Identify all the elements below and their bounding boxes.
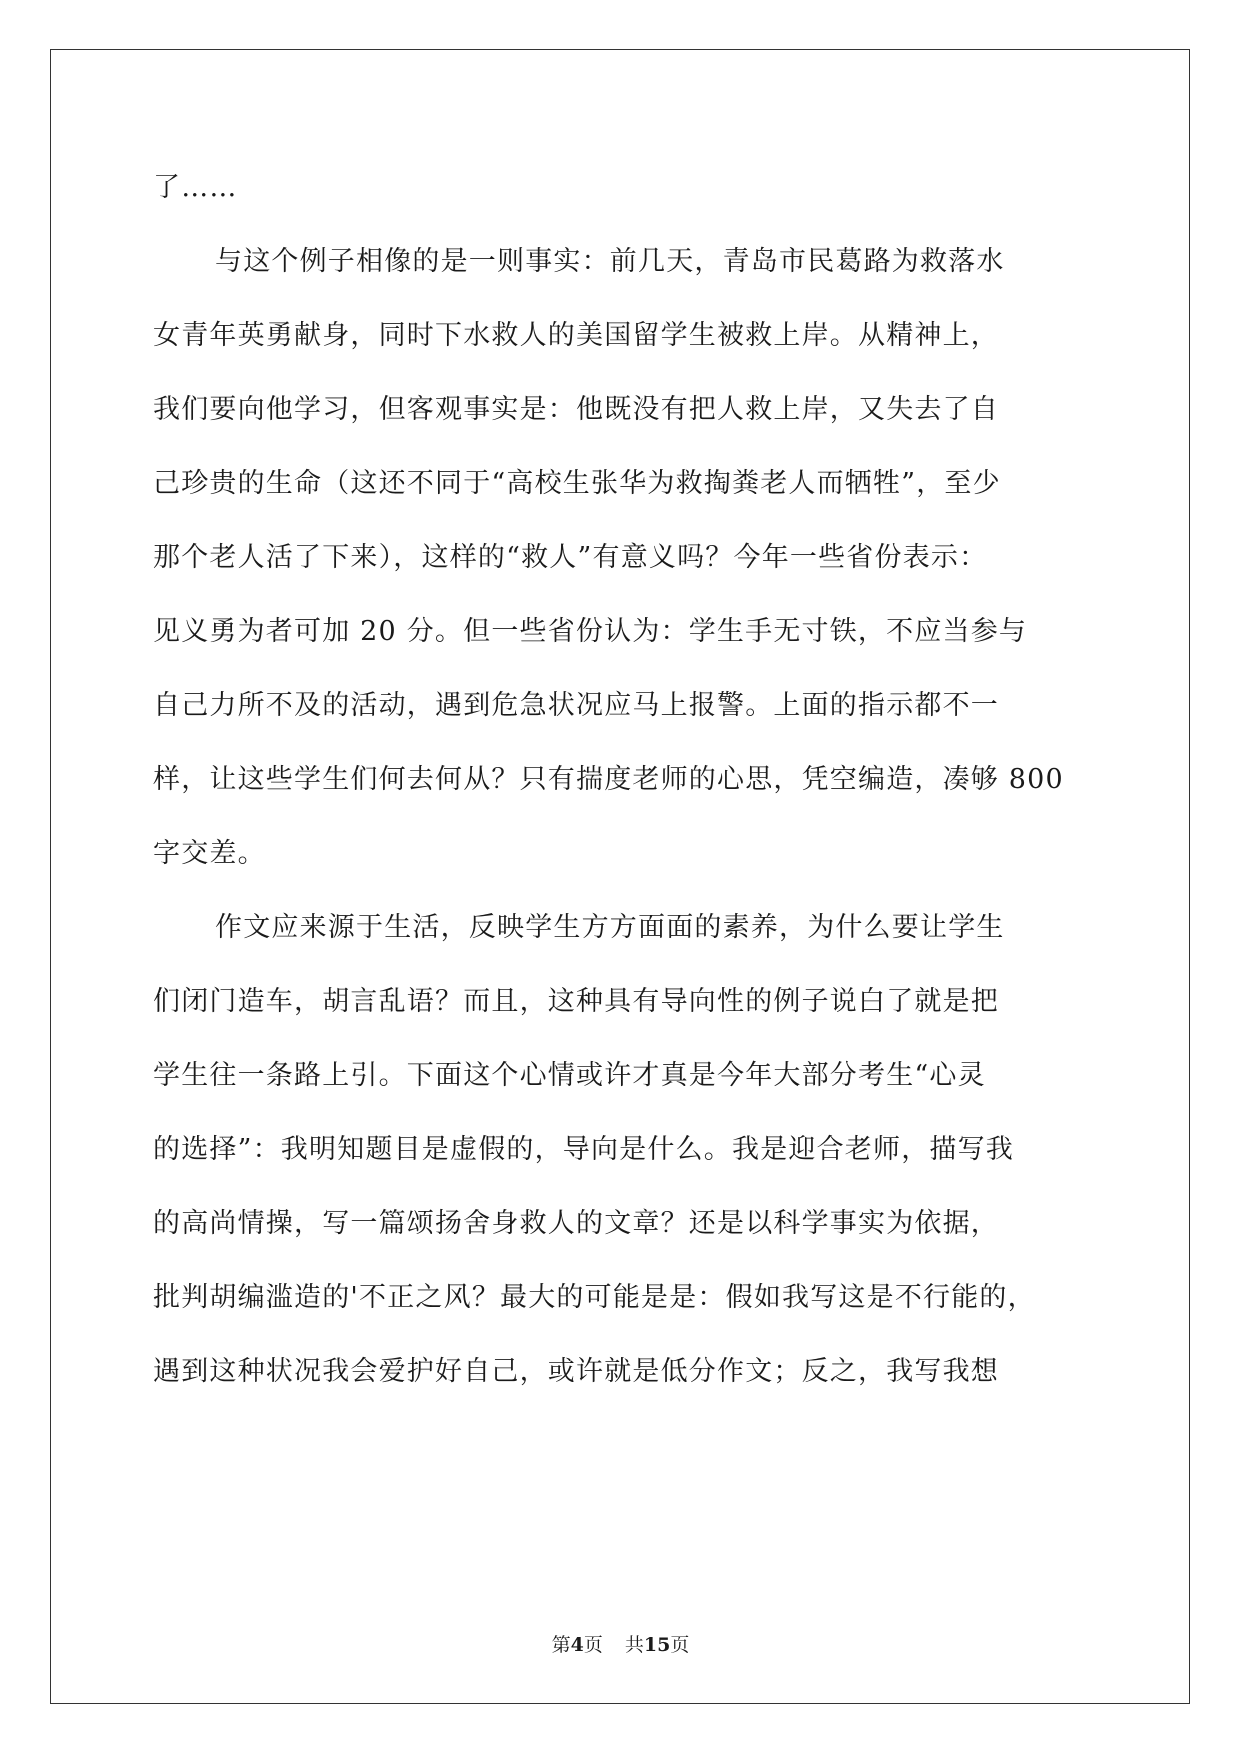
paragraph-first-line: 与这个例子相像的是一则事实：前几天，青岛市民葛路为救落水 <box>215 246 1005 277</box>
text-line: 的选择”：我明知题目是虚假的，导向是什么。我是迎合老师，描写我 <box>153 1134 1015 1165</box>
text-line: 那个老人活了下来），这样的“救人”有意义吗？今年一些省份表示： <box>153 542 988 573</box>
text-line: 批判胡编滥造的'不正之风？最大的可能是是：假如我写这是不行能的， <box>153 1282 1036 1313</box>
text-line: 己珍贵的生命（这还不同于“高校生张华为救掏粪老人而牺牲”，至少 <box>153 468 1001 499</box>
total-prefix: 共 <box>624 1634 644 1656</box>
text-line: 样，让这些学生们何去何从？只有揣度老师的心思，凭空编造，凑够 800 <box>153 764 1064 795</box>
text-line: 我们要向他学习，但客观事实是：他既没有把人救上岸，又失去了自 <box>153 394 999 425</box>
text-line: 们闭门造车，胡言乱语？而且，这种具有导向性的例子说白了就是把 <box>153 986 999 1017</box>
text-line: 自己力所不及的活动，遇到危急状况应马上报警。上面的指示都不一 <box>153 690 999 721</box>
page-suffix: 页 <box>583 1634 603 1656</box>
text-line: 字交差。 <box>153 838 266 869</box>
text-line: 了…… <box>153 172 238 203</box>
total-suffix: 页 <box>670 1634 690 1656</box>
document-body <box>153 160 1099 1418</box>
text-line: 女青年英勇献身，同时下水救人的美国留学生被救上岸。从精神上， <box>153 320 999 351</box>
text-line: 学生往一条路上引。下面这个心情或许才真是今年大部分考生“心灵 <box>153 1060 986 1091</box>
text-line: 遇到这种状况我会爱护好自己，或许就是低分作文；反之，我写我想 <box>153 1356 999 1387</box>
page-footer <box>0 1630 1241 1657</box>
text-line: 见义勇为者可加 20 分。但一些省份认为：学生手无寸铁，不应当参与 <box>153 616 1028 647</box>
page-prefix: 第 <box>551 1634 571 1656</box>
total-page-number: 15 <box>643 1634 671 1656</box>
text-line: 的高尚情操，写一篇颂扬舍身救人的文章？还是以科学事实为依据， <box>153 1208 999 1239</box>
paragraph-first-line: 作文应来源于生活，反映学生方方面面的素养，为什么要让学生 <box>215 912 1005 943</box>
current-page-number: 4 <box>570 1634 584 1656</box>
